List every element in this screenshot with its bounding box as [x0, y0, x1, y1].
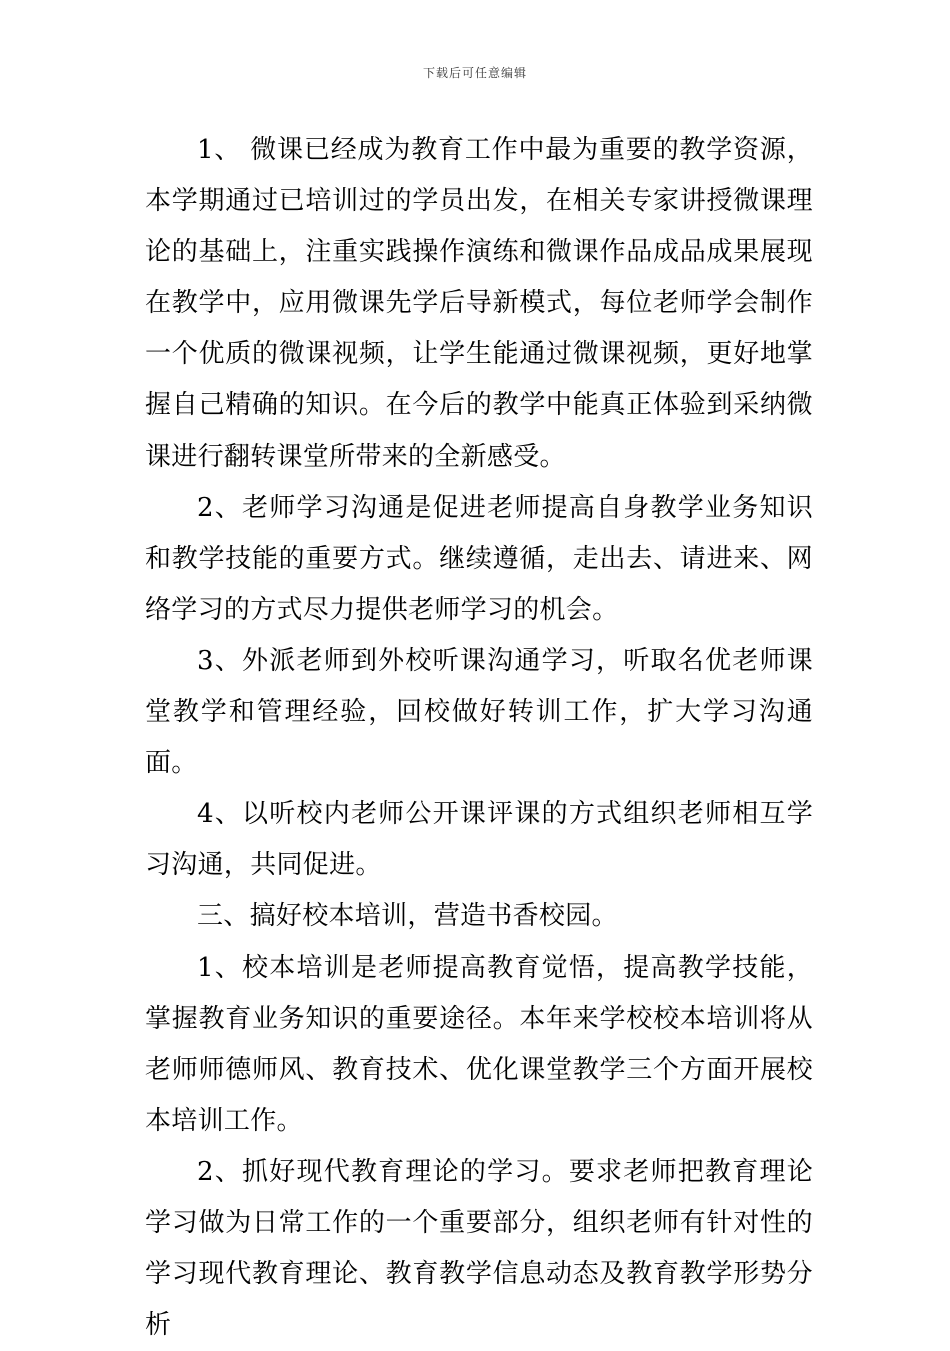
- paragraph-external-observation: 3、外派老师到外校听课沟通学习，听取名优老师课堂教学和管理经验，回校做好转训工作，扩大学习沟通面。: [145, 645, 813, 779]
- paragraph-microlesson: 1、 微课已经成为教育工作中最为重要的教学资源，本学期通过已培训过的学员出发，在相关专家讲授微课理论的基础上，注重实践操作演练和微课作品成品成果展现在教学中，应用微课先学后导新模式，每位老师学会制作一个优质的微课视频，让学生能通过微课视频，更好地掌握自己精确的知识。在今后的教学中能真正体验到采纳微课进行翻转课堂所带来的全新感受。: [145, 135, 813, 472]
- section-heading-school-training: 三、搞好校本培训，营造书香校园。: [197, 901, 618, 932]
- paragraph-teacher-exchange: 2、老师学习沟通是促进老师提高自身教学业务知识和教学技能的重要方式。继续遵循，走出去、请进来、网络学习的方式尽力提供老师学习的机会。: [145, 492, 813, 625]
- page-header-note: 下载后可任意编辑: [422, 66, 527, 80]
- paragraph-open-class: 4、以听校内老师公开课评课的方式组织老师相互学习沟通，共同促进。: [145, 799, 813, 881]
- paragraph-school-training: 1、校本培训是老师提高教育觉悟，提高教学技能，掌握教育业务知识的重要途径。本年来学校校本培训将从老师师德师风、教育技术、优化课堂教学三个方面开展校本培训工作。: [145, 952, 813, 1136]
- paragraph-theory-study: 2、抓好现代教育理论的学习。要求老师把教育理论学习做为日常工作的一个重要部分，组织老师有针对性的学习现代教育理论、教育教学信息动态及教育教学形势分析: [145, 1156, 813, 1341]
- document-body: [145, 125, 813, 1351]
